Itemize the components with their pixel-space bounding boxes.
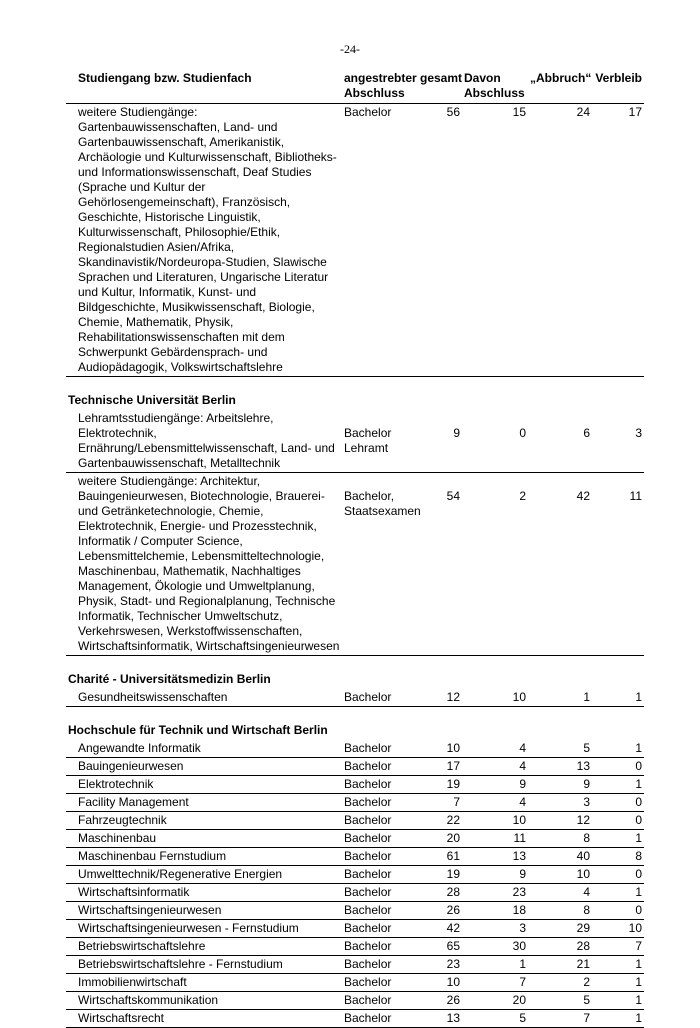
- total-cell: 7: [453, 795, 460, 809]
- total-cell: 12: [446, 690, 460, 704]
- table-row: [66, 473, 644, 656]
- dropout-cell: 3: [583, 795, 590, 809]
- total-cell: 28: [446, 885, 460, 899]
- remaining-cell: 0: [635, 759, 642, 773]
- degree-cell: Bachelor: [344, 759, 392, 773]
- total-cell: 19: [446, 867, 460, 881]
- graduated-cell: 4: [519, 741, 526, 755]
- table-row: [66, 776, 644, 794]
- header-program: Studiengang bzw. Studienfach: [78, 71, 252, 85]
- degree-cell: Bachelor: [344, 975, 392, 989]
- degree-cell: Bachelor: [344, 993, 392, 1007]
- dropout-cell: 1: [583, 690, 590, 704]
- graduated-cell: 4: [519, 795, 526, 809]
- degree-cell: Bachelor: [344, 849, 392, 863]
- header-remaining: Verbleib: [595, 71, 642, 85]
- remaining-cell: 1: [635, 831, 642, 845]
- dropout-cell: 8: [583, 831, 590, 845]
- total-cell: 26: [446, 903, 460, 917]
- dropout-cell: 42: [576, 489, 590, 503]
- dropout-cell: 5: [583, 993, 590, 1007]
- dropout-cell: 21: [576, 957, 590, 971]
- program-cell: Gesundheitswissenschaften: [78, 690, 228, 704]
- degree-cell: Bachelor: [344, 777, 392, 791]
- graduated-cell: 30: [512, 939, 526, 953]
- degree-cell: Bachelor: [344, 813, 392, 827]
- degree-cell: Bachelor: [344, 957, 392, 971]
- degree-cell: Bachelor: [344, 903, 392, 917]
- degree-cell: Bachelor: [344, 885, 392, 899]
- dropout-cell: 28: [576, 939, 590, 953]
- graduated-cell: 1: [519, 957, 526, 971]
- remaining-cell: 11: [629, 489, 642, 503]
- program-cell: Facility Management: [78, 795, 189, 809]
- total-cell: 9: [453, 426, 460, 440]
- graduated-cell: 23: [512, 885, 526, 899]
- table-row: [66, 848, 644, 866]
- program-cell: Wirtschaftsingenieurwesen: [78, 903, 222, 917]
- table-row: [66, 830, 644, 848]
- header-degree: angestrebter Abschluss: [344, 71, 417, 100]
- dropout-cell: 6: [583, 426, 590, 440]
- graduated-cell: 10: [512, 690, 526, 704]
- degree-cell: Bachelor: [344, 939, 392, 953]
- remaining-cell: 0: [635, 903, 642, 917]
- table-row: [66, 794, 644, 812]
- degree-cell: Bachelor Lehramt: [344, 426, 392, 455]
- total-cell: 54: [446, 489, 460, 503]
- program-cell: weitere Studiengänge: Architektur, Bauingenieurwesen, Biotechnologie, Brauerei- und Getränketechnologie, Chemie, Elektrotechnik, Energie- und Prozesstechnik, Informatik / Computer Science, Lebensmittelchemie, Lebensmitteltechnologie, Maschinenbau, Mathematik, Nachhaltiges Management, Ökologie und Umweltplanung, Physik, Stadt- und Regionalplanung, Technische Informatik, Technischer Umweltschutz, Verkehrswesen, Werkstoffwissenschaften, Wirtschaftsinformatik, Wirtschaftsingenieurwesen: [78, 474, 340, 653]
- program-cell: Maschinenbau: [78, 831, 157, 845]
- total-cell: 10: [446, 741, 460, 755]
- remaining-cell: 7: [635, 939, 642, 953]
- dropout-cell: 13: [576, 759, 590, 773]
- total-cell: 13: [446, 1011, 460, 1025]
- dropout-cell: 12: [576, 813, 590, 827]
- dropout-cell: 8: [583, 903, 590, 917]
- degree-cell: Bachelor, Staatsexamen: [344, 489, 421, 518]
- table-row: [66, 104, 644, 377]
- table-row: [66, 938, 644, 956]
- header-dropout: „Abbruch“: [530, 71, 592, 85]
- program-cell: Umwelttechnik/Regenerative Energien: [78, 867, 283, 881]
- table-row: [66, 1010, 644, 1028]
- graduated-cell: 20: [512, 993, 526, 1007]
- page-number: -24-: [340, 42, 360, 56]
- total-cell: 10: [446, 975, 460, 989]
- remaining-cell: 10: [628, 921, 642, 935]
- program-cell: Betriebswirtschaftslehre - Fernstudium: [78, 957, 283, 971]
- program-cell: Wirtschaftsinformatik: [78, 885, 190, 899]
- dropout-cell: 9: [583, 777, 590, 791]
- total-cell: 19: [446, 777, 460, 791]
- degree-cell: Bachelor: [344, 1011, 392, 1025]
- table-row: [66, 866, 644, 884]
- total-cell: 23: [446, 957, 460, 971]
- total-cell: 26: [446, 993, 460, 1007]
- degree-cell: Bachelor: [344, 795, 392, 809]
- graduated-cell: 7: [519, 975, 526, 989]
- dropout-cell: 10: [576, 867, 590, 881]
- graduated-cell: 0: [519, 426, 526, 440]
- program-cell: Betriebswirtschaftslehre: [78, 939, 206, 953]
- graduated-cell: 3: [519, 921, 526, 935]
- remaining-cell: 1: [635, 1011, 642, 1025]
- remaining-cell: 0: [635, 813, 642, 827]
- degree-cell: Bachelor: [344, 105, 392, 119]
- graduated-cell: 13: [512, 849, 526, 863]
- program-cell: Fahrzeugtechnik: [78, 813, 167, 827]
- total-cell: 20: [446, 831, 460, 845]
- header-graduated: Davon Abschluss: [464, 71, 525, 100]
- remaining-cell: 1: [635, 885, 642, 899]
- degree-cell: Bachelor: [344, 690, 392, 704]
- program-cell: Immobilienwirtschaft: [78, 975, 187, 989]
- program-cell: Angewandte Informatik: [78, 741, 201, 755]
- program-cell: Maschinenbau Fernstudium: [78, 849, 227, 863]
- graduated-cell: 2: [519, 489, 526, 503]
- total-cell: 65: [446, 939, 460, 953]
- remaining-cell: 8: [635, 849, 642, 863]
- dropout-cell: 29: [576, 921, 590, 935]
- remaining-cell: 0: [635, 867, 642, 881]
- program-cell: Elektrotechnik: [78, 777, 154, 791]
- program-cell: Wirtschaftsingenieurwesen - Fernstudium: [78, 921, 299, 935]
- remaining-cell: 17: [628, 105, 642, 119]
- university-name: Hochschule für Technik und Wirtschaft Berlin: [68, 723, 328, 737]
- total-cell: 17: [446, 759, 460, 773]
- table-row: [66, 740, 644, 758]
- dropout-cell: 7: [583, 1011, 590, 1025]
- university-heading-htw: [66, 707, 644, 741]
- graduated-cell: 4: [519, 759, 526, 773]
- dropout-cell: 24: [576, 105, 590, 119]
- table-row: [66, 758, 644, 776]
- university-name: Charité - Universitätsmedizin Berlin: [68, 672, 271, 686]
- university-heading-charite: [66, 656, 644, 690]
- dropout-cell: 2: [583, 975, 590, 989]
- dropout-cell: 40: [576, 849, 590, 863]
- table-row: [66, 902, 644, 920]
- table-row: [66, 956, 644, 974]
- remaining-cell: 1: [635, 975, 642, 989]
- remaining-cell: 1: [635, 777, 642, 791]
- htw-rows: [66, 740, 644, 1028]
- university-heading-tu: [66, 377, 644, 411]
- program-cell: Wirtschaftskommunikation: [78, 993, 219, 1007]
- remaining-cell: 1: [635, 993, 642, 1007]
- degree-cell: Bachelor: [344, 867, 392, 881]
- table-header-row: [66, 68, 644, 104]
- program-cell: Bauingenieurwesen: [78, 759, 184, 773]
- university-name: Technische Universität Berlin: [68, 393, 236, 407]
- table-row: [66, 992, 644, 1010]
- remaining-cell: 1: [635, 690, 642, 704]
- header-total: gesamt: [420, 71, 463, 85]
- table-row: [66, 974, 644, 992]
- program-cell: weitere Studiengänge: Gartenbauwissenschaften, Land- und Gartenbauwissenschaft, Amerikanistik, Archäologie und Kulturwissenschaft, Bibliotheks- und Informationswissenschaft, Deaf Studies (Sprache und Kultur der Gehörlosengemeinschaft), Französisch, Geschichte, Historische Linguistik, Kulturwissenschaft, Philosophie/Ethik, Regionalstudien Asien/Afrika, Skandinavistik/Nordeuropa-Studien, Slawische Sprachen und Literaturen, Ungarische Literatur und Kultur, Informatik, Kunst- und Bildgeschichte, Musikwissenschaft, Biologie, Chemie, Mathematik, Physik, Rehabilitationswissenschaften mit dem Schwerpunkt Gebärdensprach- und Audiopädagogik, Volkswirtschaftslehre: [78, 105, 337, 374]
- graduated-cell: 18: [512, 903, 526, 917]
- total-cell: 22: [446, 813, 460, 827]
- total-cell: 42: [446, 921, 460, 935]
- study-program-table: [66, 68, 644, 1028]
- graduated-cell: 5: [519, 1011, 526, 1025]
- dropout-cell: 4: [583, 885, 590, 899]
- remaining-cell: 1: [635, 741, 642, 755]
- degree-cell: Bachelor: [344, 741, 392, 755]
- graduated-cell: 9: [519, 867, 526, 881]
- remaining-cell: 1: [635, 957, 642, 971]
- program-cell: Wirtschaftsrecht: [78, 1011, 165, 1025]
- program-cell: Lehramtsstudiengänge: Arbeitslehre, Elektrotechnik, Ernährung/Lebensmittelwissenschaft, Land- und Gartenbauwissenschaft, Metalltechnik: [78, 411, 335, 470]
- table-row: [66, 689, 644, 707]
- graduated-cell: 11: [513, 831, 526, 845]
- total-cell: 61: [446, 849, 460, 863]
- remaining-cell: 3: [635, 426, 642, 440]
- table-row: [66, 884, 644, 902]
- degree-cell: Bachelor: [344, 831, 392, 845]
- graduated-cell: 10: [512, 813, 526, 827]
- graduated-cell: 9: [519, 777, 526, 791]
- table-row: [66, 920, 644, 938]
- dropout-cell: 5: [583, 741, 590, 755]
- remaining-cell: 0: [635, 795, 642, 809]
- total-cell: 56: [446, 105, 460, 119]
- table-row: [66, 812, 644, 830]
- table-row: [66, 410, 644, 473]
- degree-cell: Bachelor: [344, 921, 392, 935]
- graduated-cell: 15: [512, 105, 526, 119]
